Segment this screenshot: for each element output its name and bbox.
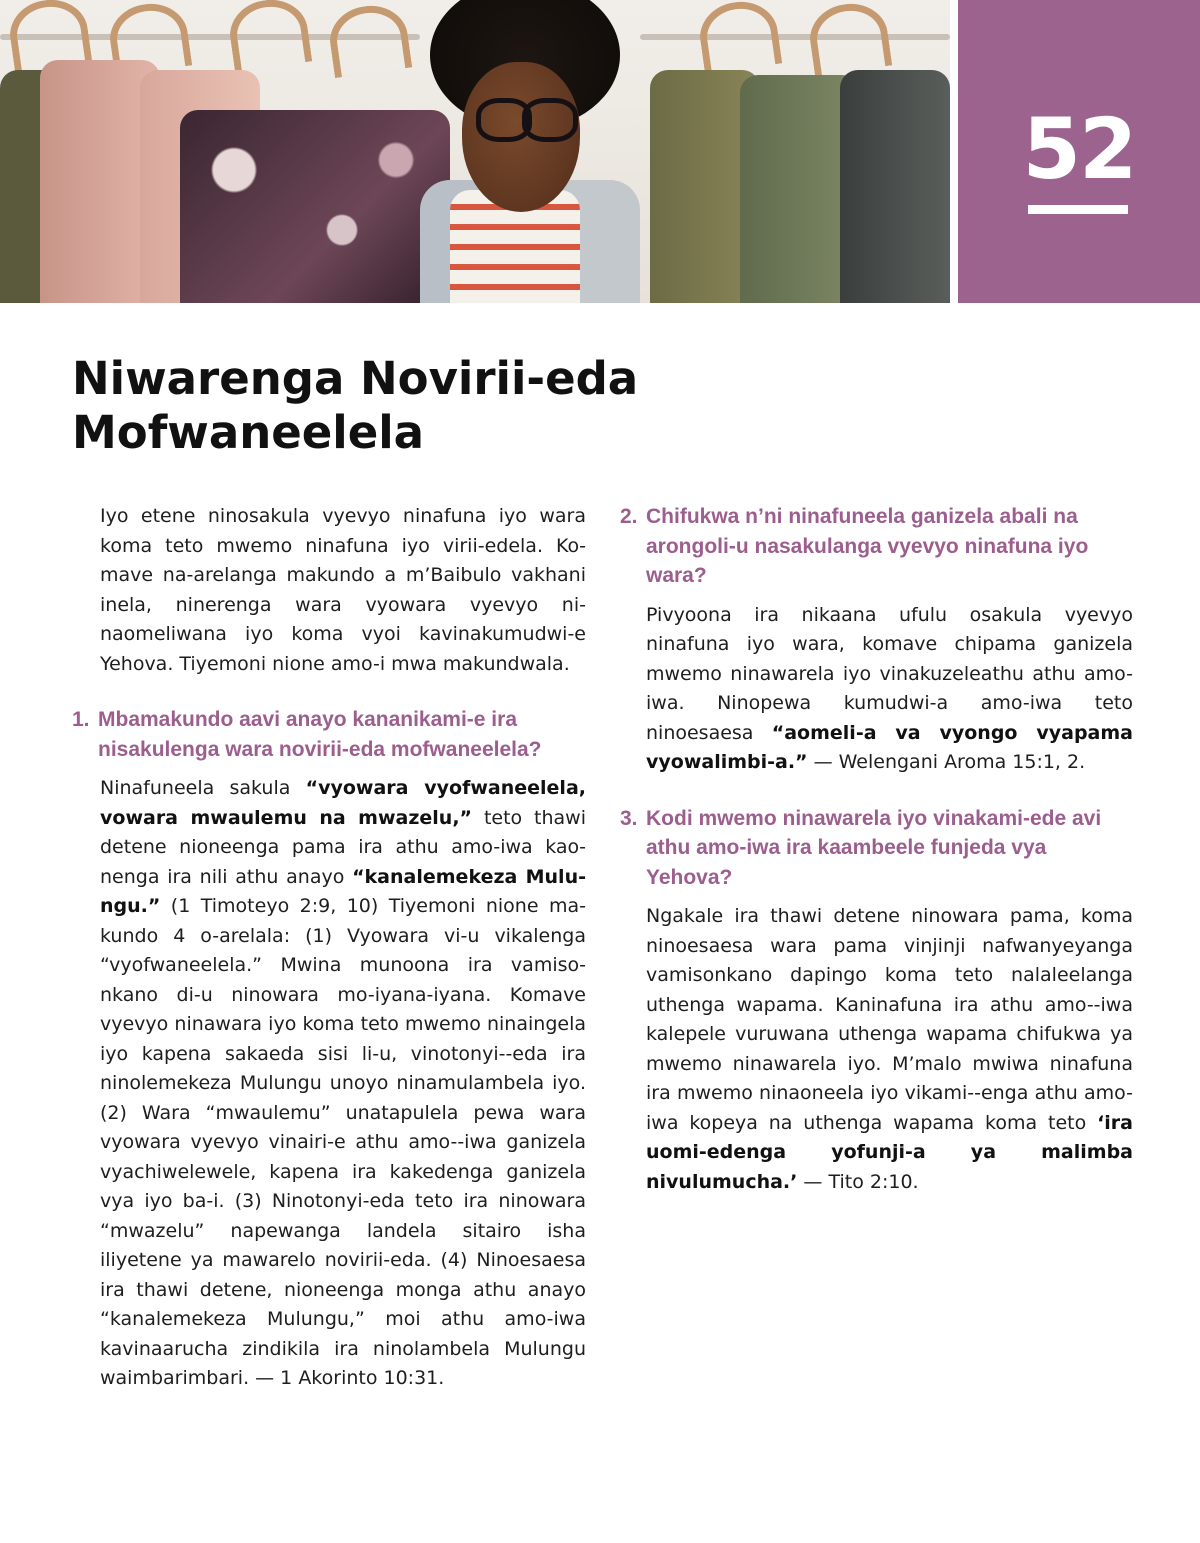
intro-paragraph: Iyo etene ninosakula vyevyo ninafuna iyo wara koma teto mwemo ninafuna iyo virii-edela. Komave na-arelanga makundo a m’Baibulo vakhani inela, ninerenga wara vyowara vyevyo ninaomeliwana iyo koma vyoi kavinakumudwi-e Yehova. Tiyemoni nione amo-i mwa makundwala.: [100, 505, 586, 675]
lesson-number-underline: [1028, 205, 1128, 214]
question-number: 2.: [620, 505, 638, 528]
answer-text: Pivyoona ira nikaana ufulu osakula vyevyo ninafuna iyo wara, komave chipama ganizela mwemo ninawarela iyo vinakuzeleathu athu amo-iwa. Ninopewa kumudwi-a amo-iwa teto ninoesaesa: [646, 603, 1133, 744]
floral-garment: [180, 110, 450, 303]
page-title: Niwarenga Novirii-eda Mofwaneelela: [72, 352, 639, 459]
quoted-scripture: “kanalemekeza Mulungu.”: [100, 865, 586, 917]
hanger-icon: [806, 0, 893, 76]
question-text: Kodi mwemo ninawarela iyo vinakami-ede avi athu amo-iwa ira kaambeele funjeda vya Yehova?: [646, 806, 1102, 889]
glasses-icon: [522, 98, 578, 142]
answer-paragraph-2: [646, 601, 1133, 778]
question-number: 3.: [620, 806, 638, 830]
answer-text: — Tito 2:10.: [797, 1170, 919, 1193]
right-column: [620, 502, 1133, 1197]
clothes-rail: [640, 34, 950, 40]
question-3: [620, 804, 1133, 893]
quoted-scripture: “aomeli-a va vyongo vyapama vyowalimbi-a.”: [646, 721, 1133, 773]
lesson-number: 52: [1022, 100, 1136, 198]
hanger-icon: [696, 0, 783, 74]
lesson-number-panel: [958, 0, 1200, 303]
hanger-icon: [326, 1, 413, 78]
question-text: Chifukwa n’ni ninafuneela ganizela abali na arongoli-u nasakulanga vyevyo ninafuna iyo wara?: [646, 505, 1089, 587]
header-photo: [0, 0, 950, 303]
quoted-scripture: ‘ira uomi-edenga yofunji-a ya malimba nivulumucha.’: [646, 1111, 1133, 1193]
answer-text: Ngakale ira thawi detene ninowara pama, koma ninoesaesa wara pama vinjinji nafwanyeyanga vamisonkano dapingo koma teto nalaleelanga uthenga wapama. Kaninafuna ira athu amo--iwa kalepele vuruwana uthenga wapama chifukwa ya mwemo ninawarela iyo. M’malo mwiwa ninafuna ira mwemo ninaoneela iyo vikami--enga athu amo-iwa kopeya na uthenga wapama koma teto: [646, 905, 1133, 1134]
answer-paragraph-1: [100, 774, 586, 1394]
answer-text: (1 Timoteyo 2:9, 10) Tiyemoni nione makundo 4 o-arelala: (1) Vyowara vi-u vikalenga “vyofwaneelela.” Mwina munoona ira vamisonkano di-u ninowara mo-iyana-iyana. Komave vyevyo ninawara iyo koma teto mwemo ninaingela iyo kapena sakaeda sisi li-u, vinotonyi--eda ira ninolemekeza Mulungu unoyo ninamulambela iyo. (2) Wara “mwaulemu” unatapulela pewa wara vyowara vyevyo vinairi-e athu amo--iwa ganizela vyachiwelewele, kapena ira kakedenga ganizela vya iyo ba-i. (3) Ninotonyi-eda teto ira ninowara “mwazelu” napewanga landela sitairo isha iliyetene ya mawarelo novirii-eda. (4) Ninoesaesa ira thawi detene, nioneenga monga athu anayo “kanalemekeza Mulungu,” moi athu amo-iwa kavinaarucha zindikila ira ninolambela Mulungu waimbarimbari. — 1 Akorinto 10:31.: [100, 895, 586, 1389]
answer-text: teto thawi detene nioneenga pama ira athu amo-iwa kaonenga ira nili athu anayo: [100, 806, 586, 888]
left-column: [72, 502, 586, 1394]
answer-paragraph-3: [646, 902, 1133, 1197]
question-2: [620, 502, 1133, 591]
quoted-scripture: “vyowara vyofwaneelela, vowara mwaulemu na mwazelu,”: [100, 777, 586, 829]
question-1: [72, 705, 586, 764]
question-number: 1.: [72, 708, 90, 731]
garment: [840, 70, 950, 303]
answer-text: — Welengani Aroma 15:1, 2.: [807, 751, 1086, 773]
answer-text: Ninafuneela sakula: [100, 777, 306, 799]
question-text: Mbamakundo aavi anayo kananikami-e ira nisakulenga wara novirii-eda mofwaneelela?: [98, 708, 542, 761]
hanger-icon: [226, 0, 313, 72]
